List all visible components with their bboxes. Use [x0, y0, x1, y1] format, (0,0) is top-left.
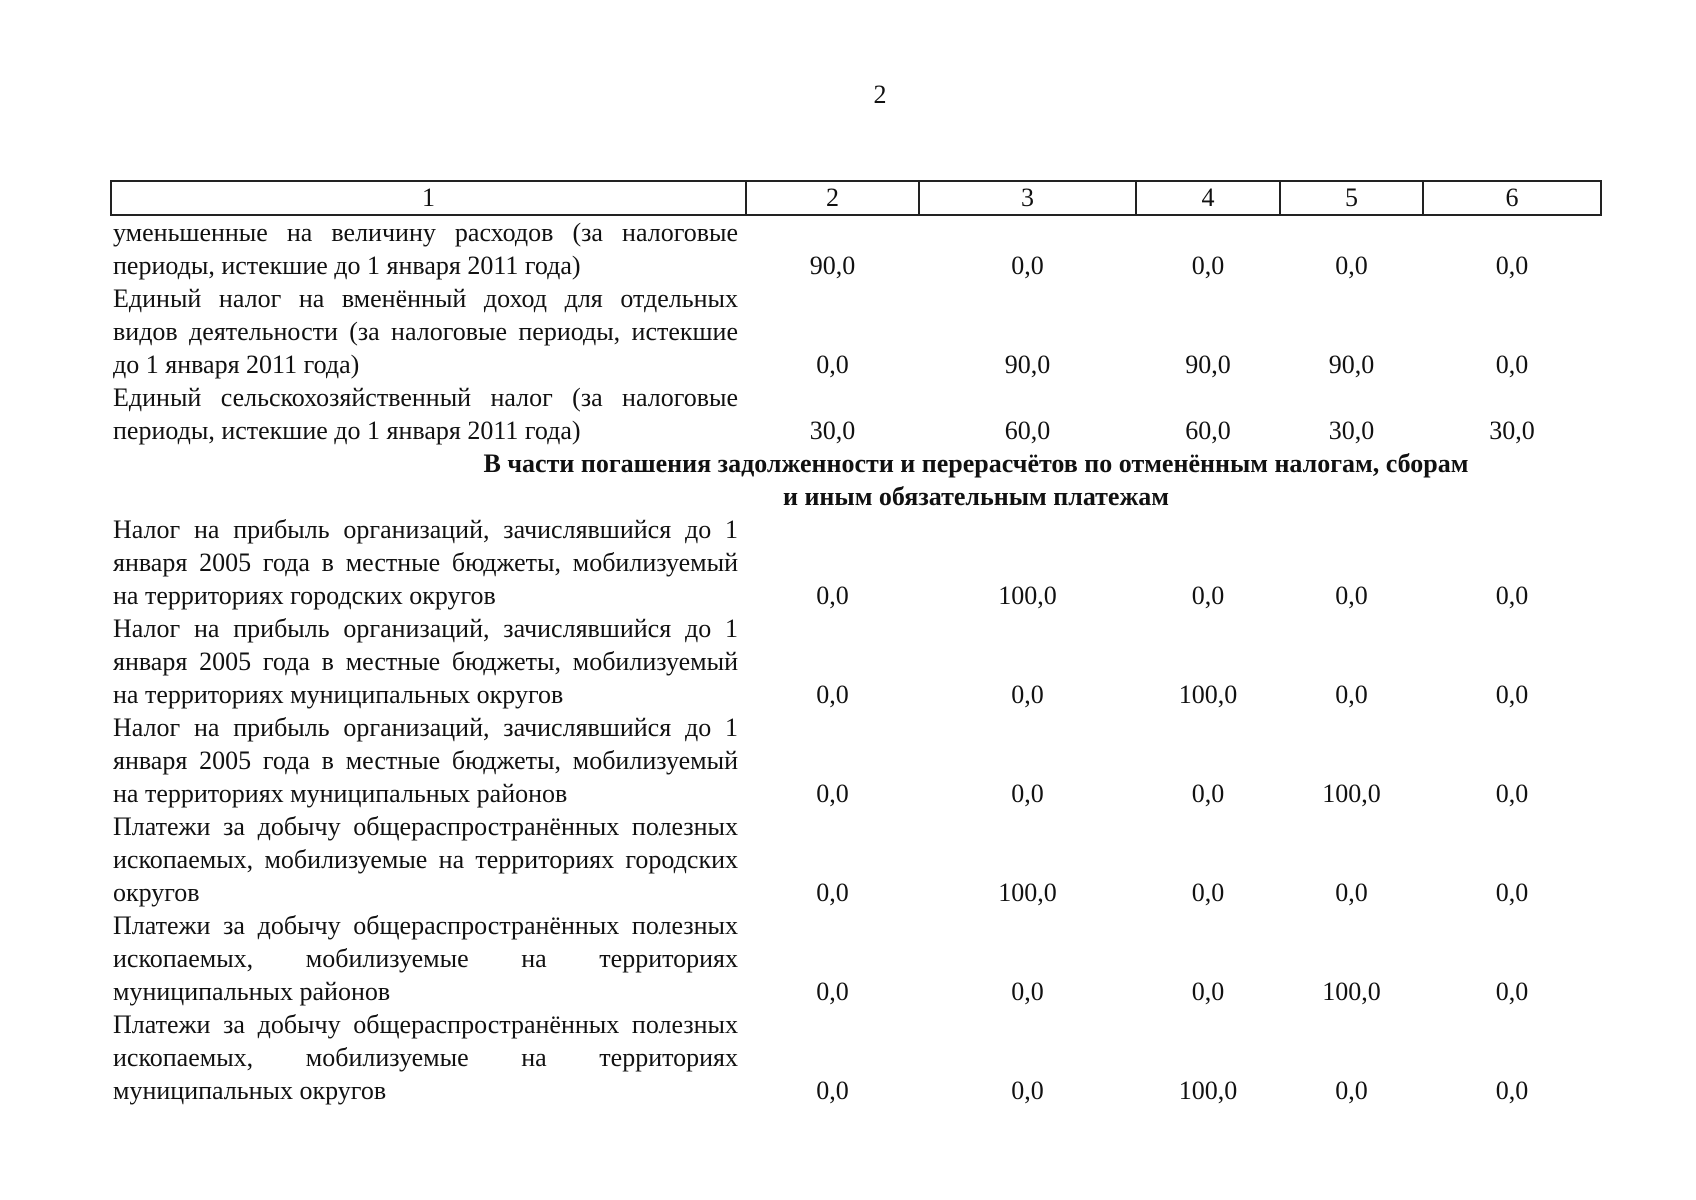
column-header-2: 2 [746, 181, 919, 215]
value-col-6: 0,0 [1495, 680, 1529, 709]
value-col-6: 0,0 [1495, 1076, 1529, 1105]
value-col-2: 0,0 [816, 779, 849, 808]
row-name: Единый сельскохозяйственный налог (за налоговые периоды, истекшие до 1 января 2011 года) [113, 383, 738, 445]
value-col-4: 0,0 [1191, 977, 1225, 1006]
value-col-6: 0,0 [1495, 350, 1529, 379]
value-col-5: 0,0 [1335, 251, 1368, 280]
value-col-2: 30,0 [809, 416, 856, 445]
value-col-2: 0,0 [816, 878, 849, 907]
value-col-5: 0,0 [1335, 878, 1368, 907]
table-header [111, 181, 1601, 215]
row-name: Платежи за добычу общераспространённых полезных ископаемых, мобилизуемые на территориях городских округов [113, 812, 738, 907]
value-col-4: 0,0 [1191, 581, 1225, 610]
value-col-4: 100,0 [1178, 680, 1238, 709]
row-name: уменьшенные на величину расходов (за налоговые периоды, истекшие до 1 января 2011 года) [113, 218, 738, 280]
table-row [111, 612, 1601, 711]
value-col-3: 0,0 [1011, 1076, 1044, 1105]
value-col-6: 0,0 [1495, 779, 1529, 808]
column-header-4: 4 [1136, 181, 1280, 215]
row-name: Платежи за добычу общераспространённых полезных ископаемых, мобилизуемые на территориях муниципальных округов [113, 1010, 738, 1105]
value-col-3: 0,0 [1011, 977, 1044, 1006]
table-row [111, 1008, 1601, 1107]
section-heading-row [111, 447, 1601, 513]
row-name: Платежи за добычу общераспространённых полезных ископаемых, мобилизуемые на территориях муниципальных районов [113, 911, 738, 1006]
value-col-2: 0,0 [816, 680, 849, 709]
budget-distribution-table [110, 180, 1602, 1107]
column-header-3: 3 [919, 181, 1136, 215]
value-col-2: 0,0 [816, 581, 849, 610]
value-col-5: 100,0 [1322, 779, 1381, 808]
value-col-4: 90,0 [1185, 350, 1231, 379]
page-number: 2 [873, 80, 887, 109]
value-col-5: 0,0 [1335, 680, 1368, 709]
column-header-5: 5 [1280, 181, 1423, 215]
table-row [111, 513, 1601, 612]
value-col-2: 0,0 [816, 977, 849, 1006]
row-name: Налог на прибыль организаций, зачислявшийся до 1 января 2005 года в местные бюджеты, мобилизуемый на территориях городских округов [113, 515, 738, 610]
value-col-4: 100,0 [1178, 1076, 1238, 1105]
value-col-2: 0,0 [816, 1076, 849, 1105]
column-header-6: 6 [1423, 181, 1601, 215]
row-name: Налог на прибыль организаций, зачислявшийся до 1 января 2005 года в местные бюджеты, мобилизуемый на территориях муниципальных районов [113, 713, 738, 808]
value-col-6: 0,0 [1495, 878, 1529, 907]
value-col-3: 100,0 [998, 581, 1057, 610]
section-heading-text: В части погашения задолженности и перерасчётов по отменённым налогам, сборам и иным обязательным платежам [483, 449, 1469, 511]
table-row [111, 711, 1601, 810]
value-col-3: 0,0 [1011, 779, 1044, 808]
table-row [111, 215, 1601, 282]
section-heading [111, 447, 1601, 513]
value-col-4: 0,0 [1191, 878, 1225, 907]
table-body [111, 215, 1601, 1107]
value-col-5: 0,0 [1335, 581, 1368, 610]
value-col-5: 0,0 [1335, 1076, 1368, 1105]
value-col-6: 0,0 [1495, 977, 1529, 1006]
table-row [111, 381, 1601, 447]
header-row [111, 181, 1601, 215]
value-col-3: 60,0 [1004, 416, 1051, 445]
value-col-4: 60,0 [1185, 416, 1231, 445]
value-col-6: 30,0 [1489, 416, 1535, 445]
table-row [111, 909, 1601, 1008]
value-col-3: 0,0 [1011, 680, 1044, 709]
table-row [111, 282, 1601, 381]
value-col-2: 90,0 [809, 251, 856, 280]
table-row [111, 810, 1601, 909]
value-col-3: 90,0 [1004, 350, 1051, 379]
value-col-6: 0,0 [1495, 581, 1529, 610]
value-col-5: 30,0 [1328, 416, 1375, 445]
value-col-5: 100,0 [1322, 977, 1381, 1006]
value-col-4: 0,0 [1191, 779, 1225, 808]
value-col-6: 0,0 [1495, 251, 1529, 280]
column-header-1: 1 [111, 181, 746, 215]
row-name: Единый налог на вменённый доход для отдельных видов деятельности (за налоговые периоды, истекшие до 1 января 2011 года) [113, 284, 738, 379]
value-col-3: 0,0 [1011, 251, 1044, 280]
row-name: Налог на прибыль организаций, зачислявшийся до 1 января 2005 года в местные бюджеты, мобилизуемый на территориях муниципальных округов [113, 614, 738, 709]
value-col-4: 0,0 [1191, 251, 1225, 280]
value-col-3: 100,0 [998, 878, 1057, 907]
value-col-5: 90,0 [1328, 350, 1375, 379]
value-col-2: 0,0 [816, 350, 849, 379]
